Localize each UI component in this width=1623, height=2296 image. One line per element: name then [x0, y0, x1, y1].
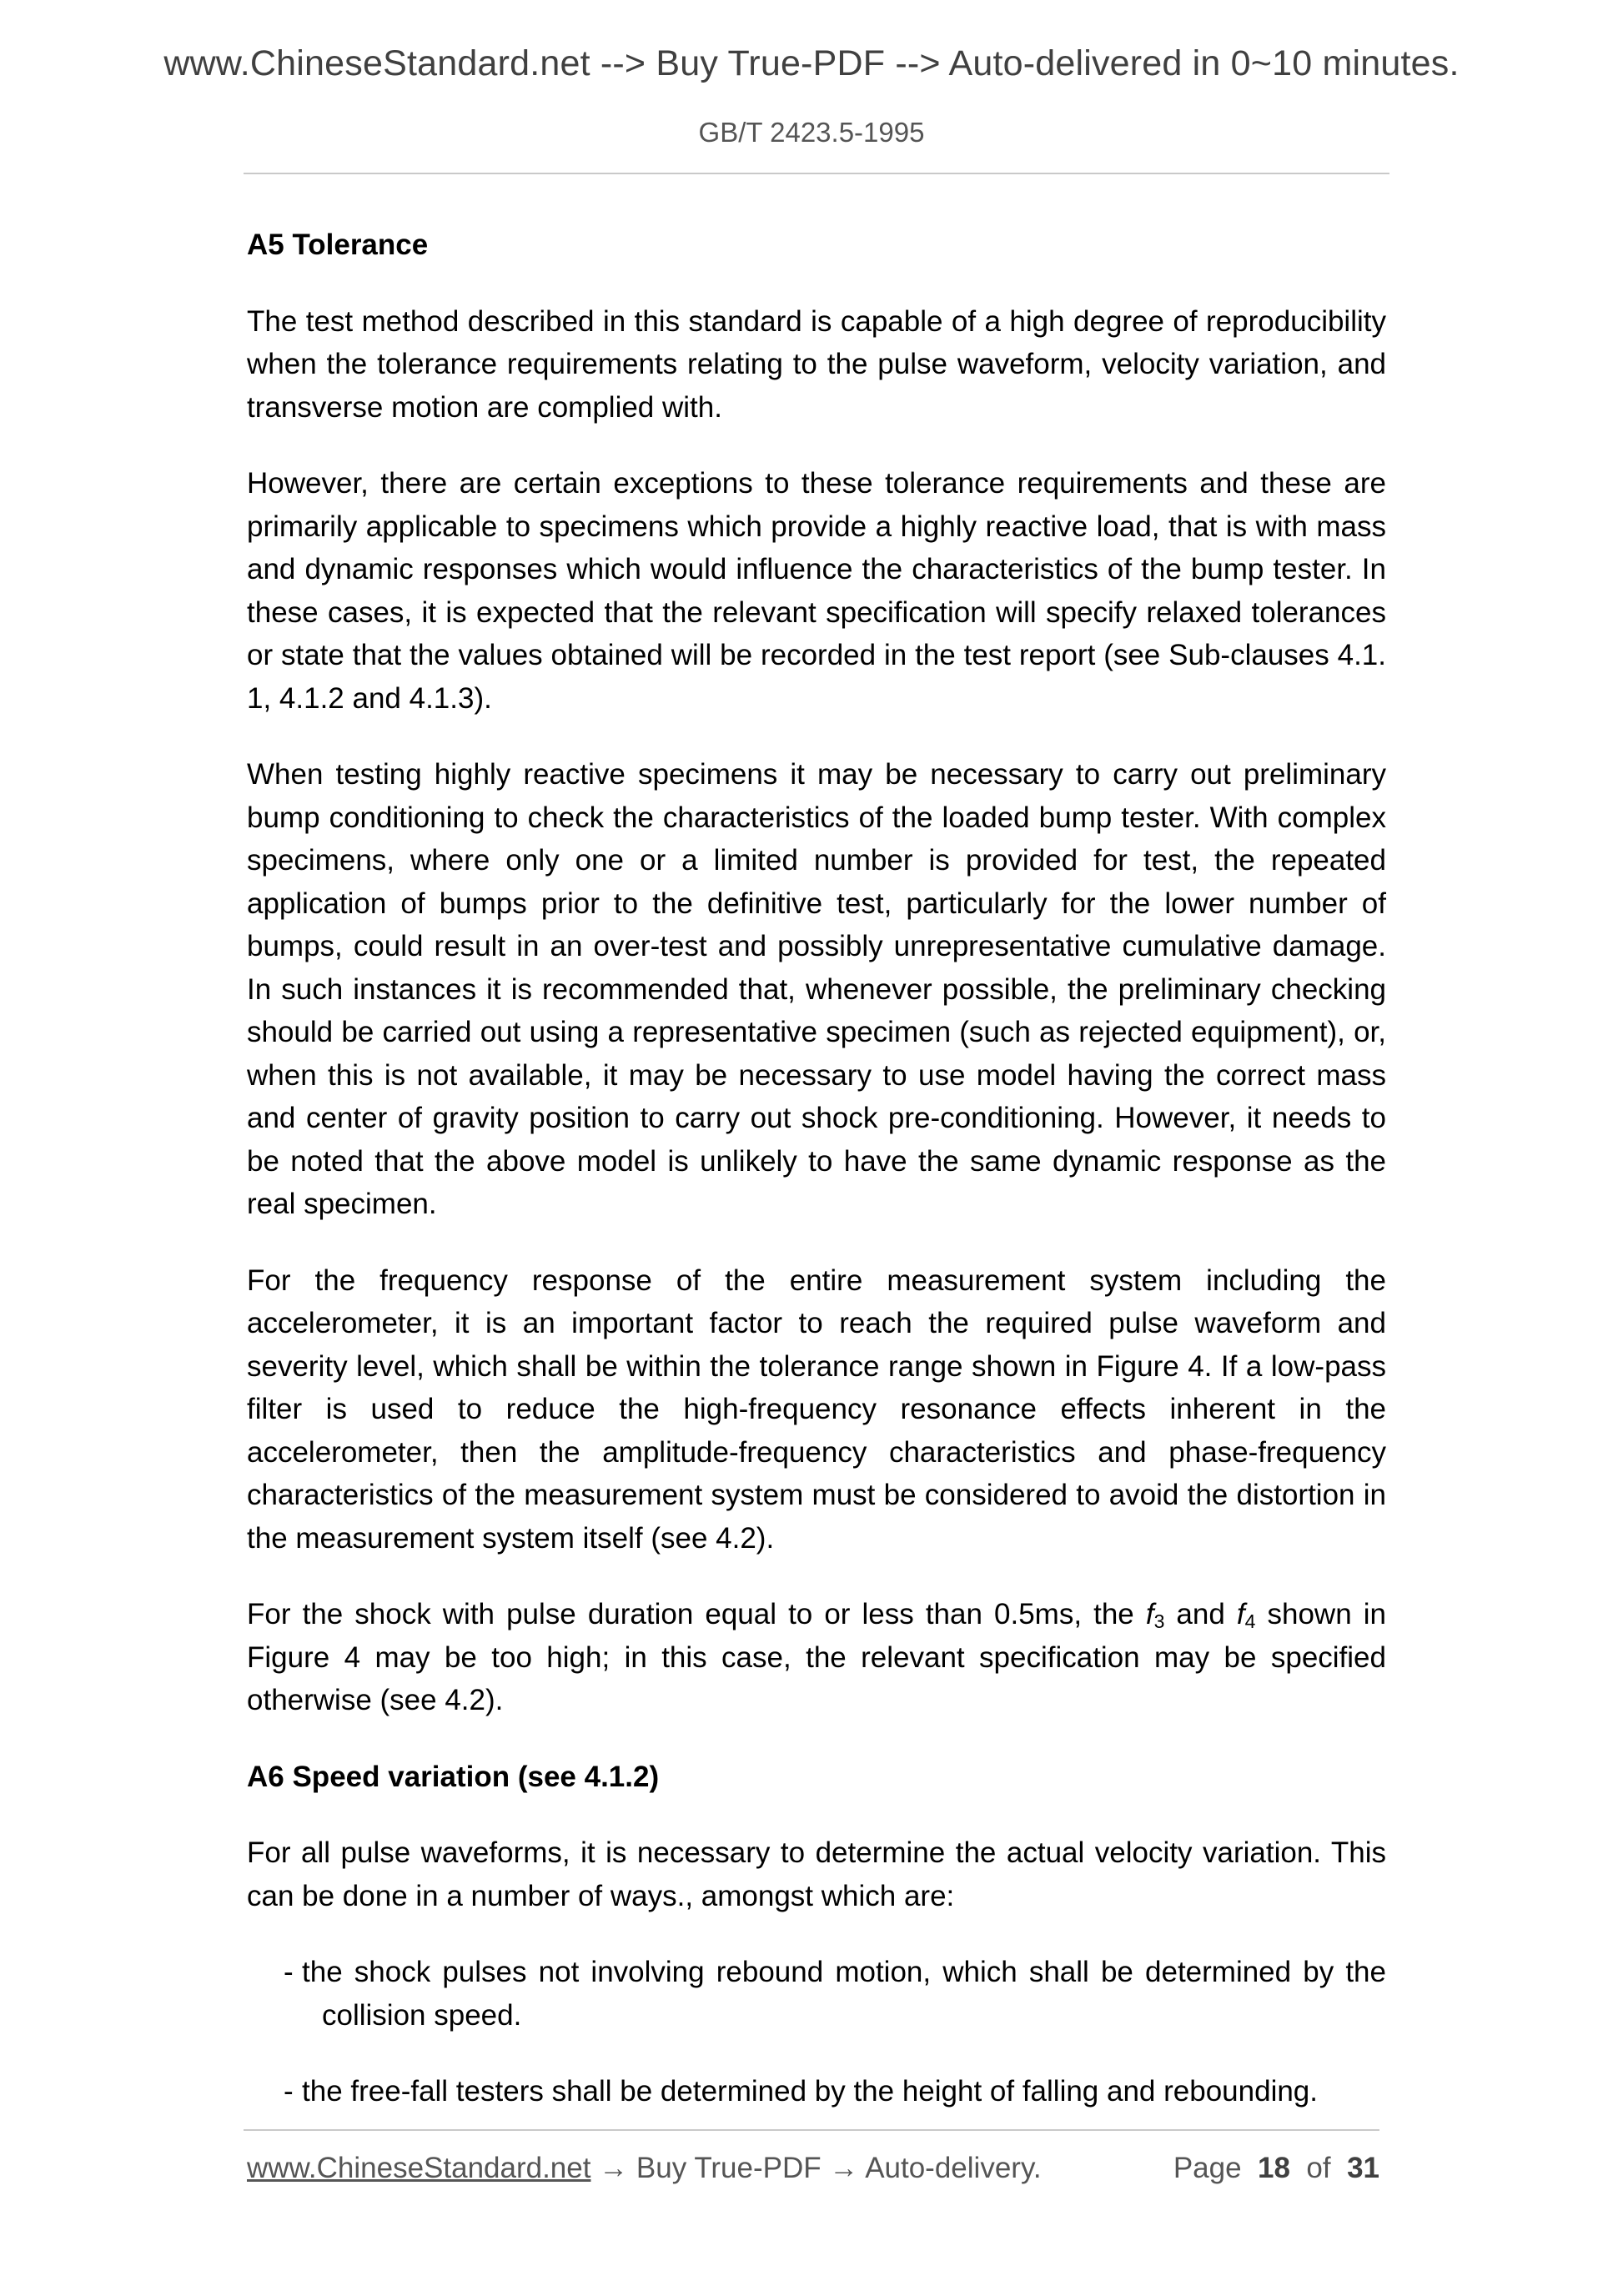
f3-symbol: f	[1145, 1598, 1154, 1630]
top-banner[interactable]: www.ChineseStandard.net --> Buy True-PDF --> Auto-delivered in 0~10 minutes.	[163, 43, 1460, 83]
header-divider	[244, 173, 1389, 174]
list-dash: -	[284, 2075, 294, 2108]
a5-paragraph-5	[247, 1593, 1386, 1722]
page-label: Page	[1173, 2152, 1242, 2184]
list-item-text: the shock pulses not involving rebound motion, which shall be determined by the collision speed.	[302, 1956, 1386, 2032]
f4-subscript: 4	[1244, 1610, 1256, 1632]
f3-subscript: 3	[1153, 1610, 1165, 1632]
arrow-icon: →	[590, 2152, 636, 2184]
arrow-icon: →	[821, 2152, 866, 2184]
list-item-text: the free-fall testers shall be determined by the height of falling and rebounding.	[302, 2075, 1318, 2108]
f4-symbol: f	[1236, 1598, 1245, 1630]
a5-paragraph-2: However, there are certain exceptions to these tolerance requirements and these are primarily applicable to specimens which provide a highly reactive load, that is with mass and dynamic responses which would influence the characteristics of the bump tester. In these cases, it is expected that the relevant specification will specify relaxed tolerances or state that the values obtained will be recorded in the test report (see Sub-clauses 4.1. 1, 4.1.2 and 4.1.3).	[247, 467, 1386, 715]
a6-list-item	[284, 1951, 1386, 2037]
a5-paragraph-3: When testing highly reactive specimens it may be necessary to carry out preliminary bump conditioning to check the characteristics of the loaded bump tester. With complex specimens, where only one or a limited number is provided for test, the repeated application of bumps prior to the definitive test, particularly for the lower number of bumps, could result in an over-test and possibly unrepresentative cumulative damage. In such instances it is recommended that, whenever possible, the preliminary checking should be carried out using a representative specimen (such as rejected equipment), or, when this is not available, it may be necessary to use model having the correct mass and center of gravity position to carry out shock pre-conditioning. However, it needs to be noted that the above model is unlikely to have the same dynamic response as the real specimen.	[247, 758, 1386, 1220]
document-body	[247, 224, 1386, 2147]
a6-list	[247, 1951, 1386, 2113]
footer-site-link[interactable]: www.ChineseStandard.net	[247, 2152, 591, 2184]
a5-p5-text-2: and	[1164, 1598, 1237, 1630]
footer-delivery-text: Auto-delivery.	[865, 2152, 1042, 2184]
a5-paragraph-4: For the frequency response of the entire measurement system including the accelerometer, it is an important factor to reach the required pulse waveform and severity level, which shall be within the tolerance range shown in Figure 4. If a low-pass filter is used to reduce the high-frequency resonance effects inherent in the accelerometer, then the amplitude-frequency characteristics and phase-frequency characteristics of the measurement system must be considered to avoid the distortion in the measurement system itself (see 4.2).	[247, 1264, 1386, 1555]
section-a5-heading: A5 Tolerance	[247, 229, 429, 261]
standard-code: GB/T 2423.5-1995	[698, 117, 925, 148]
page-indicator	[1173, 2152, 1379, 2185]
a5-paragraph-1: The test method described in this standard is capable of a high degree of reproducibility when the tolerance requirements relating to the pulse waveform, velocity variation, and transverse motion are complied with.	[247, 304, 1386, 424]
a6-list-item	[284, 2070, 1386, 2113]
of-label: of	[1306, 2152, 1331, 2184]
page-number: 18	[1258, 2152, 1290, 2184]
footer-buy-text: Buy True-PDF	[636, 2152, 822, 2184]
page-footer	[247, 2152, 1379, 2185]
section-a6-heading: A6 Speed variation (see 4.1.2)	[247, 1760, 660, 1793]
footer-divider	[244, 2129, 1379, 2131]
total-pages: 31	[1347, 2152, 1379, 2184]
a6-paragraph-1: For all pulse waveforms, it is necessary to determine the actual velocity variation. This can be done in a number of ways., amongst which are:	[247, 1836, 1386, 1912]
a5-p5-text-3: shown in Figure 4 may be too high; in this case, the relevant specification may be specified otherwise (see 4.2).	[247, 1598, 1386, 1716]
list-dash: -	[284, 1956, 294, 1988]
a5-p5-text-1: For the shock with pulse duration equal to or less than 0.5ms, the	[247, 1598, 1146, 1630]
